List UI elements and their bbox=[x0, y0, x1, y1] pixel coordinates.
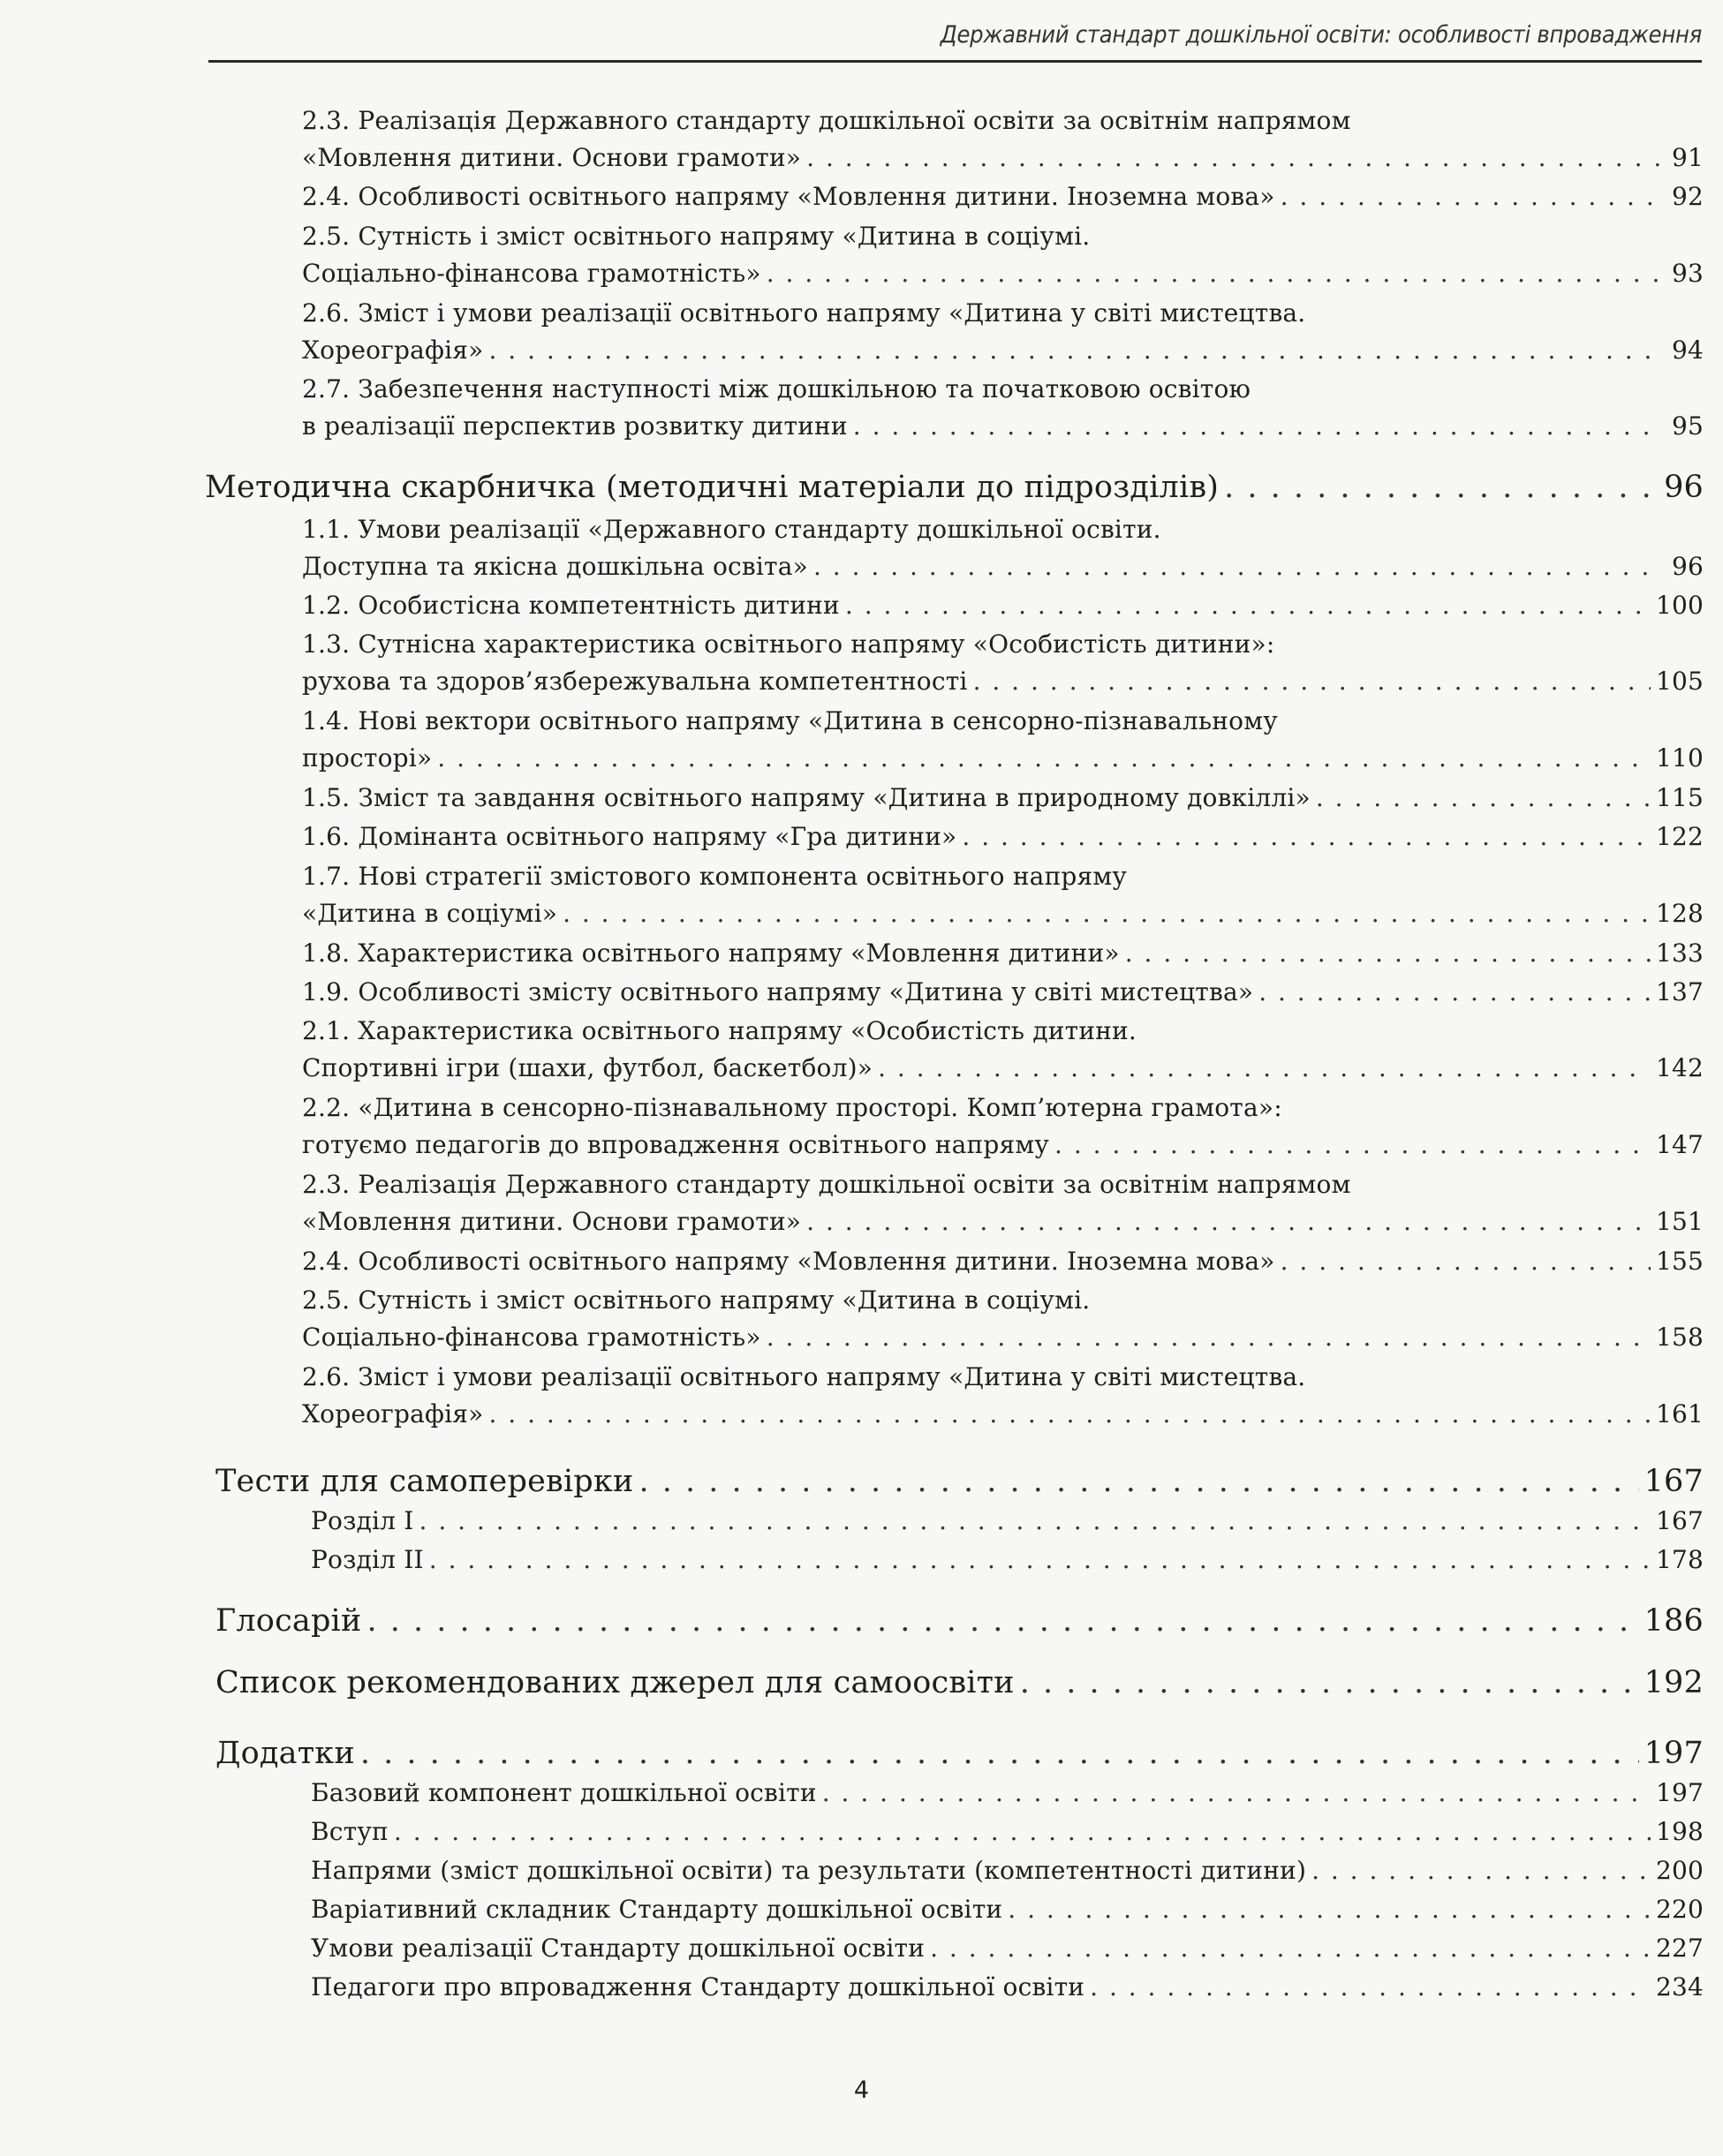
toc-page-number: 91 bbox=[1671, 143, 1704, 172]
toc-page-number: 198 bbox=[1655, 1817, 1704, 1846]
toc-page-number: 92 bbox=[1671, 182, 1704, 211]
toc-entry-title: 1.9. Особливості змісту освітнього напряму «Дитина у світі мистецтва» bbox=[302, 977, 1254, 1006]
section-title: Тести для самоперевірки bbox=[215, 1464, 634, 1499]
toc-page-number: 96 bbox=[1671, 552, 1704, 581]
toc-page-number: 100 bbox=[1655, 591, 1704, 620]
toc-section-glossary[interactable] bbox=[215, 1601, 1704, 1641]
toc-page-number: 96 bbox=[1664, 470, 1704, 505]
toc-entry-title: «Дитина в соціумі» bbox=[302, 899, 558, 928]
leader-dots bbox=[1258, 975, 1651, 1010]
toc-entry-title: Хореографія» bbox=[302, 1399, 484, 1429]
leader-dots bbox=[822, 1775, 1651, 1811]
leader-dots bbox=[1311, 1853, 1651, 1888]
toc-page-number: 137 bbox=[1655, 977, 1704, 1006]
toc-entry-title: Розділ I bbox=[311, 1506, 414, 1535]
toc-page-number: 234 bbox=[1655, 1972, 1704, 2001]
section-title: Список рекомендованих джерел для самоосвіти bbox=[215, 1665, 1015, 1700]
toc-entry-title: Базовий компонент дошкільної освіти bbox=[311, 1778, 817, 1807]
toc-entry[interactable] bbox=[302, 179, 1704, 215]
toc-section-tests[interactable] bbox=[215, 1461, 1704, 1502]
section-title: Глосарій bbox=[215, 1603, 362, 1639]
toc-entry[interactable] bbox=[302, 896, 1704, 931]
toc-page-number: 167 bbox=[1644, 1464, 1704, 1499]
toc-entry-title: Варіативний складник Стандарту дошкільної освіти bbox=[311, 1895, 1003, 1924]
toc-entry[interactable] bbox=[302, 1320, 1704, 1355]
toc-entry-title: Соціально-фінансова грамотність» bbox=[302, 259, 761, 288]
leader-dots bbox=[437, 741, 1651, 776]
toc-entry-title: Розділ II bbox=[311, 1545, 424, 1574]
leader-dots bbox=[1125, 936, 1651, 971]
toc-entry[interactable] bbox=[302, 1244, 1704, 1279]
section-title: Методична скарбничка (методичні матеріали до підрозділів) bbox=[205, 470, 1220, 505]
toc-entry[interactable] bbox=[311, 1775, 1704, 1811]
leader-dots bbox=[419, 1504, 1651, 1539]
toc-entry-line: 2.7. Забезпечення наступності між дошкільною та початковою освітою bbox=[302, 374, 1251, 403]
toc-page-number: 151 bbox=[1655, 1207, 1704, 1236]
leader-dots bbox=[845, 588, 1651, 623]
toc-entry[interactable] bbox=[302, 741, 1704, 776]
toc-entry[interactable] bbox=[302, 140, 1704, 176]
toc-page-number: 147 bbox=[1655, 1130, 1704, 1159]
leader-dots bbox=[1020, 1662, 1639, 1703]
leader-dots bbox=[429, 1542, 1651, 1578]
toc-entry-title: Спортивні ігри (шахи, футбол, баскетбол)» bbox=[302, 1053, 873, 1082]
toc-page-number: 110 bbox=[1655, 743, 1704, 773]
toc-entry[interactable] bbox=[302, 936, 1704, 971]
toc-page-number: 200 bbox=[1655, 1856, 1704, 1885]
toc-entry[interactable] bbox=[302, 975, 1704, 1010]
leader-dots bbox=[489, 333, 1664, 368]
leader-dots bbox=[767, 1320, 1651, 1355]
toc-entry-line: 2.5. Сутність і зміст освітнього напряму «Дитина в соціумі. bbox=[302, 1285, 1091, 1315]
toc-page-number: 178 bbox=[1655, 1545, 1704, 1574]
toc-entry-title: Соціально-фінансова грамотність» bbox=[302, 1323, 761, 1352]
toc-page-number: 161 bbox=[1655, 1399, 1704, 1429]
leader-dots bbox=[360, 1733, 1639, 1774]
leader-dots bbox=[1281, 1244, 1651, 1279]
toc-entry-title: в реалізації перспектив розвитку дитини bbox=[302, 411, 848, 441]
leader-dots bbox=[806, 140, 1663, 176]
leader-dots bbox=[853, 409, 1663, 444]
toc-entry[interactable] bbox=[311, 1814, 1704, 1850]
toc-entry[interactable] bbox=[311, 1970, 1704, 2005]
toc-page-number: 155 bbox=[1655, 1247, 1704, 1276]
toc-entry-title: 1.2. Особистісна компетентність дитини bbox=[302, 591, 840, 620]
toc-page-number: 115 bbox=[1655, 783, 1704, 812]
toc-page-number: 105 bbox=[1655, 667, 1704, 696]
toc-entry-title: 1.8. Характеристика освітнього напряму «Мовлення дитини» bbox=[302, 939, 1120, 968]
toc-entry-line: 2.6. Зміст і умови реалізації освітнього напряму «Дитина у світі мистецтва. bbox=[302, 298, 1306, 328]
leader-dots bbox=[1224, 467, 1659, 508]
toc-entry[interactable] bbox=[302, 780, 1704, 816]
toc-page-number: 122 bbox=[1655, 822, 1704, 851]
toc-section-appendices[interactable] bbox=[215, 1733, 1704, 1774]
leader-dots bbox=[806, 1204, 1651, 1240]
toc-entry-title: 2.4. Особливості освітнього напряму «Мовлення дитини. Іноземна мова» bbox=[302, 182, 1275, 211]
toc-entry-line: 2.5. Сутність і зміст освітнього напряму «Дитина в соціумі. bbox=[302, 222, 1091, 251]
toc-entry[interactable] bbox=[302, 664, 1704, 699]
leader-dots bbox=[973, 664, 1651, 699]
toc-page-number: 94 bbox=[1671, 335, 1704, 365]
toc-page-number: 93 bbox=[1671, 259, 1704, 288]
leader-dots bbox=[930, 1931, 1651, 1966]
toc-page-number: 167 bbox=[1655, 1506, 1704, 1535]
leader-dots bbox=[489, 1397, 1651, 1432]
toc-entry[interactable] bbox=[302, 549, 1704, 584]
toc-entry[interactable] bbox=[311, 1931, 1704, 1966]
toc-entry-line: 1.4. Нові вектори освітнього напряму «Дитина в сенсорно-пізнавальному bbox=[302, 706, 1278, 735]
toc-entry[interactable] bbox=[311, 1504, 1704, 1539]
leader-dots bbox=[962, 819, 1651, 855]
toc-page-number: 227 bbox=[1655, 1934, 1704, 1963]
toc-entry[interactable] bbox=[302, 256, 1704, 291]
toc-page-number: 133 bbox=[1655, 939, 1704, 968]
toc-entry-title: Вступ bbox=[311, 1817, 389, 1846]
toc-entry-line: 2.2. «Дитина в сенсорно-пізнавальному просторі. Комп’ютерна грамота»: bbox=[302, 1093, 1282, 1122]
toc-entry-title: просторі» bbox=[302, 743, 433, 773]
leader-dots bbox=[394, 1814, 1651, 1850]
toc-entry-line: 1.1. Умови реалізації «Державного стандарту дошкільної освіти. bbox=[302, 515, 1161, 544]
toc-entry-title: готуємо педагогів до впровадження освітнього напряму bbox=[302, 1130, 1050, 1159]
leader-dots bbox=[767, 256, 1663, 291]
toc-entry[interactable] bbox=[302, 1204, 1704, 1240]
toc-page-number: 142 bbox=[1655, 1053, 1704, 1082]
toc-entry-title: Доступна та якісна дошкільна освіта» bbox=[302, 552, 808, 581]
toc-entry-line: 1.7. Нові стратегії змістового компонента освітнього напряму bbox=[302, 862, 1128, 891]
toc-page-number: 186 bbox=[1644, 1603, 1704, 1639]
leader-dots bbox=[1054, 1127, 1651, 1163]
toc-page-number: 128 bbox=[1655, 899, 1704, 928]
toc-entry[interactable] bbox=[302, 1051, 1704, 1086]
toc-section-methodical[interactable] bbox=[205, 467, 1704, 508]
toc-entry-title: рухова та здоров’язбережувальна компетентності bbox=[302, 667, 968, 696]
toc-entry-title: 2.4. Особливості освітнього напряму «Мовлення дитини. Іноземна мова» bbox=[302, 1247, 1275, 1276]
section-title: Додатки bbox=[215, 1736, 355, 1771]
toc-page-number: 220 bbox=[1655, 1895, 1704, 1924]
toc-entry-line: 2.3. Реалізація Державного стандарту дошкільної освіти за освітнім напрямом bbox=[302, 1170, 1351, 1199]
toc-entry[interactable] bbox=[302, 409, 1704, 444]
toc-entry-title: Напрями (зміст дошкільної освіти) та результати (компетентності дитини) bbox=[311, 1856, 1307, 1885]
toc-page-number: 197 bbox=[1644, 1736, 1704, 1771]
toc-entry[interactable] bbox=[311, 1892, 1704, 1927]
leader-dots bbox=[1008, 1892, 1651, 1927]
toc-entry-line: 1.3. Сутнісна характеристика освітнього напряму «Особистість дитини»: bbox=[302, 629, 1275, 659]
toc-page-number: 158 bbox=[1655, 1323, 1704, 1352]
leader-dots bbox=[367, 1601, 1638, 1641]
toc-entry-title: Хореографія» bbox=[302, 335, 484, 365]
toc-entry-title: Умови реалізації Стандарту дошкільної освіти bbox=[311, 1934, 926, 1963]
toc-page-number: 197 bbox=[1655, 1778, 1704, 1807]
leader-dots bbox=[563, 896, 1651, 931]
toc-entry-line: 2.6. Зміст і умови реалізації освітнього напряму «Дитина у світі мистецтва. bbox=[302, 1362, 1306, 1391]
toc-entry[interactable] bbox=[302, 819, 1704, 855]
toc-entry[interactable] bbox=[302, 1397, 1704, 1432]
toc-entry-title: «Мовлення дитини. Основи грамоти» bbox=[302, 143, 802, 172]
toc-entry-title: 1.6. Домінанта освітнього напряму «Гра дитини» bbox=[302, 822, 957, 851]
toc-entry[interactable] bbox=[311, 1542, 1704, 1578]
leader-dots bbox=[1281, 179, 1663, 215]
running-title: Державний стандарт дошкільної освіти: особливості впровадження bbox=[940, 21, 1702, 49]
toc-entry-title: 1.5. Зміст та завдання освітнього напряму «Дитина в природному довкіллі» bbox=[302, 783, 1311, 812]
toc-entry-title: «Мовлення дитини. Основи грамоти» bbox=[302, 1207, 802, 1236]
toc-entry[interactable] bbox=[302, 333, 1704, 368]
toc-entry-line: 2.1. Характеристика освітнього напряму «Особистість дитини. bbox=[302, 1016, 1137, 1045]
leader-dots bbox=[639, 1461, 1639, 1502]
toc-section-sources[interactable] bbox=[215, 1662, 1704, 1703]
leader-dots bbox=[1090, 1970, 1651, 2005]
toc-entry[interactable] bbox=[302, 588, 1704, 623]
page-number: 4 bbox=[853, 2077, 870, 2104]
toc-entry-line: 2.3. Реалізація Державного стандарту дошкільної освіти за освітнім напрямом bbox=[302, 106, 1351, 135]
toc-page-number: 95 bbox=[1671, 411, 1704, 441]
leader-dots bbox=[1316, 780, 1651, 816]
leader-dots bbox=[813, 549, 1663, 584]
toc-entry[interactable] bbox=[311, 1853, 1704, 1888]
toc-page-number: 192 bbox=[1644, 1665, 1704, 1700]
leader-dots bbox=[878, 1051, 1651, 1086]
toc-entry[interactable] bbox=[302, 1127, 1704, 1163]
toc-entry-title: Педагоги про впровадження Стандарту дошкільної освіти bbox=[311, 1972, 1085, 2001]
